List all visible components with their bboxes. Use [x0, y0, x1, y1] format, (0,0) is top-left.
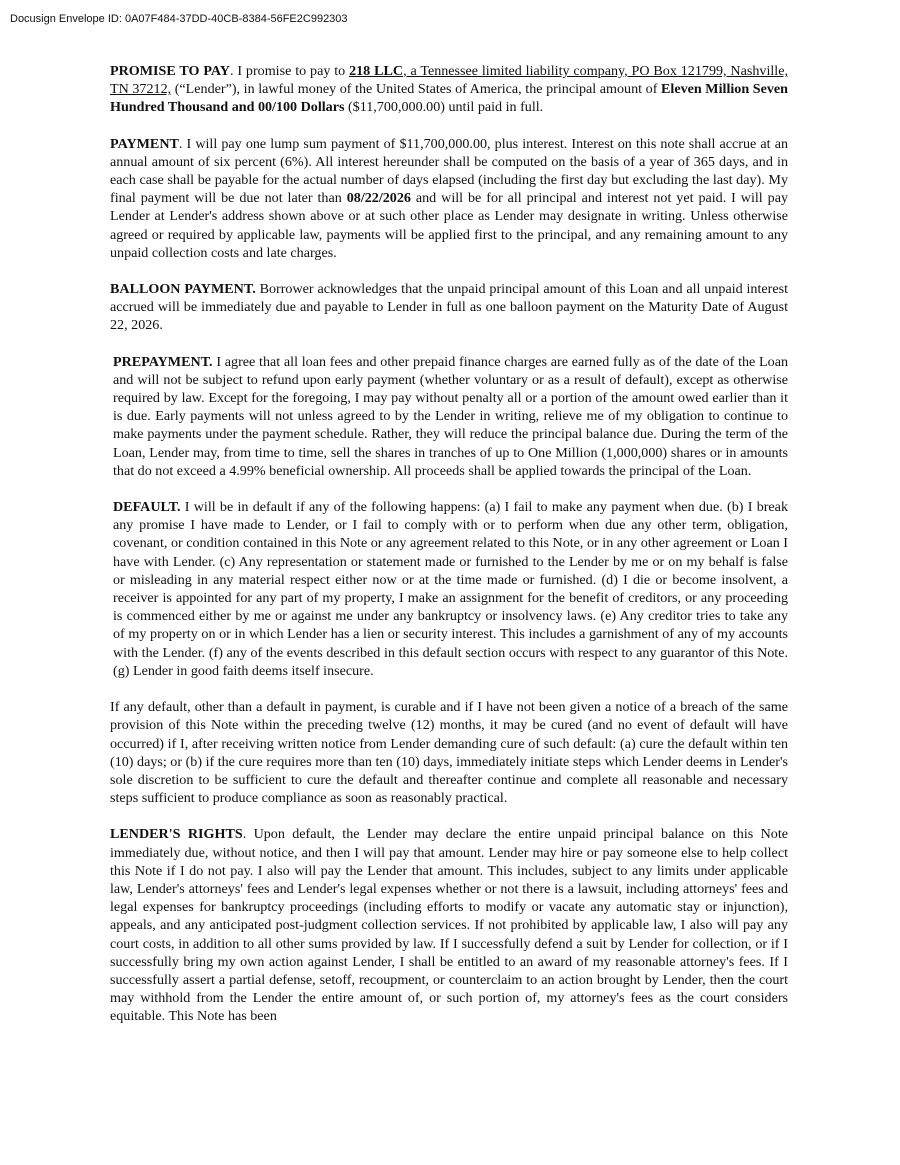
envelope-id: Docusign Envelope ID: 0A07F484-37DD-40CB-8384-56FE2C992303 — [10, 13, 348, 25]
prepayment-paragraph: PREPAYMENT. I agree that all loan fees and other prepaid finance charges are earned fully as of the date of the Loan and will not be subject to refund upon early payment (whether voluntary or as a result of default), except as otherwise required by law. Except for the foregoing, I may pay without penalty all or a portion of the amount owed earlier than it is due. Early payments will not unless agreed to by the Lender in writing, relieve me of my obligation to continue to make payments under the payment schedule. Rather, they will reduce the principal balance due. During the term of the Loan, Lender may, from time to time, sell the shares in tranches of up to One Million (1,000,000) shares or in amounts that do not exceed a 4.99% beneficial ownership. All proceeds shall be applied towards the principal of the Loan. — [113, 353, 788, 479]
document-body — [110, 62, 788, 1044]
default-heading: DEFAULT. — [113, 499, 181, 516]
prepayment-heading: PREPAYMENT. — [113, 353, 213, 370]
principal-amount-words: Eleven Million Seven Hundred Thousand and 00/100 Dollars — [110, 81, 788, 116]
balloon-payment-paragraph: BALLOON PAYMENT. Borrower acknowledges that the unpaid principal amount of this Loan and all unpaid interest accrued will be immediately due and payable to Lender in full as one balloon payment on the Maturity Date of August 22, 2026. — [110, 281, 789, 334]
cure-paragraph: If any default, other than a default in payment, is curable and if I have not been given a notice of a breach of the same provision of this Note within the preceding twelve (12) months, it may be cured (and no event of default will have occurred) if I, after receiving written notice from Lender demanding cure of such default: (a) cure the default within ten (10) days; or (b) if the cure requires more than ten (10) days, immediately initiate steps which Lender deems in Lender's sole discretion to be sufficient to cure the default and thereafter continue and complete all reasonable and necessary steps sufficient to produce compliance as soon as reasonably practical. — [110, 699, 788, 807]
lenders-rights-heading: LENDER'S RIGHTS — [110, 826, 243, 843]
balloon-heading: BALLOON PAYMENT. — [110, 281, 256, 298]
payment-paragraph: PAYMENT. I will pay one lump sum payment of $11,700,000.00, plus interest. Interest on this note shall accrue at an annual amount of six percent (6%). All interest hereunder shall be computed on the basis of a year of 365 days, and in each case shall be payable for the actual number of days elapsed (including the first day but excluding the last day). My final payment will be due not later than 08/22/2026 and will be for all principal and interest not yet paid. I will pay Lender at Lender's address shown above or at such other place as Lender may designate in writing. Unless otherwise agreed or required by applicable law, payments will be applied first to the principal, and any remaining amount to any unpaid collection costs and late charges. — [110, 135, 788, 261]
lenders-rights-paragraph: LENDER'S RIGHTS. Upon default, the Lender may declare the entire unpaid principal balance on this Note immediately due, without notice, and then I will pay that amount. Lender may hire or pay someone else to help collect this Note if I do not pay. I also will pay the Lender that amount. This includes, subject to any limits under applicable law, Lender's attorneys' fees and Lender's legal expenses whether or not there is a lawsuit, including attorneys' fees and legal expenses for bankruptcy proceedings (including efforts to modify or vacate any automatic stay or injunction), appeals, and any anticipated post-judgment collection services. If not prohibited by applicable law, I also will pay any court costs, in addition to all other sums provided by law. If I successfully defend a suit by Lender for collection, or if I successfully bring my own action against Lender, I shall be entitled to an award of my reasonable attorney's fees. If I successfully assert a partial defense, setoff, recoupment, or counterclaim to an action brought by Lender, then the court may withhold from the Lender the entire amount of, or such portion of, my attorney's fees as the court considers equitable. This Note has been — [110, 826, 788, 1025]
lender-name: 218 LLC, a Tennessee limited liability company, PO Box 121799, Nashville, TN 37212, — [110, 63, 788, 98]
promise-to-pay-paragraph: PROMISE TO PAY. I promise to pay to 218 LLC, a Tennessee limited liability company, PO Box 121799, Nashville, TN 37212, (“Lender”), in lawful money of the United States of America, the principal amount of Eleven Million Seven Hundred Thousand and 00/100 Dollars ($11,700,000.00) until paid in full. — [110, 63, 788, 116]
final-due-date: 08/22/2026 — [346, 190, 411, 207]
payment-heading: PAYMENT — [110, 135, 179, 152]
promise-heading: PROMISE TO PAY — [110, 63, 230, 79]
default-paragraph: DEFAULT. I will be in default if any of the following happens: (a) I fail to make any payment when due. (b) I break any promise I have made to Lender, or I fail to comply with or to perform when due any other term, obligation, covenant, or condition contained in this Note or any agreement related to this Note, or in any other agreement or Loan I have with Lender. (c) Any representation or statement made or furnished to the Lender by me or on my behalf is false or misleading in any material respect either now or at the time made or furnished. (d) I die or become insolvent, a receiver is appointed for any part of my property, I make an assignment for the benefit of creditors, or any proceeding is commenced either by me or against me under any bankruptcy or insolvency laws. (e) Any creditor tries to take any of my property on or in which Lender has a lien or security interest. This includes a garnishment of any of my accounts with the Lender. (f) any of the events described in this default section occurs with respect to any guarantor of this Note. (g) Lender in good faith deems itself insecure. — [113, 499, 788, 679]
